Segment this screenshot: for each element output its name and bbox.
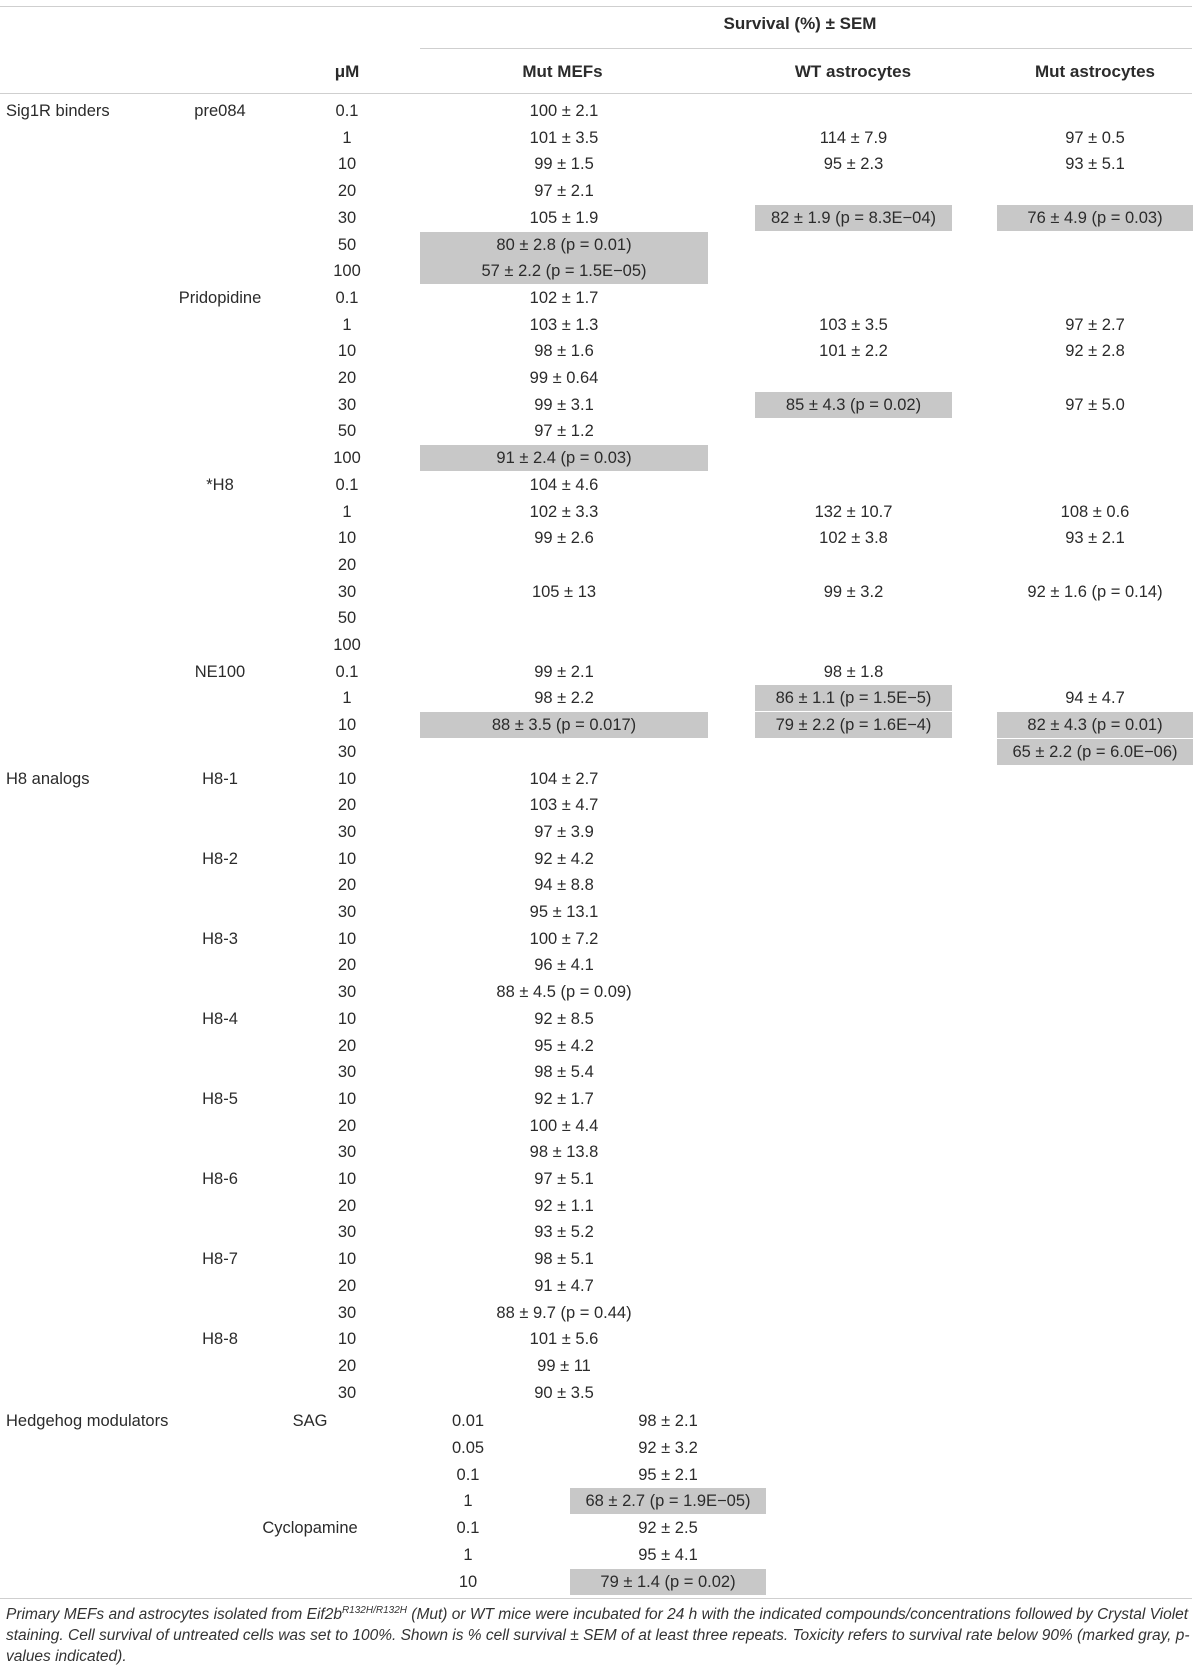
table-row xyxy=(0,1300,1200,1326)
mut-mef-value: 102 ± 3.3 xyxy=(529,502,599,521)
wt-astro-value: 132 ± 10.7 xyxy=(814,502,893,521)
concentration: 100 xyxy=(333,449,361,468)
footnote-genotype-sup: R132H/R132H xyxy=(341,1604,407,1616)
concentration: 0.1 xyxy=(335,102,359,120)
table-row xyxy=(0,1515,1200,1541)
mut-mef-value: 99 ± 0.64 xyxy=(529,369,599,387)
table-row xyxy=(0,1059,1200,1085)
concentration: 30 xyxy=(337,1303,357,1322)
group-label: Hedgehog modulators xyxy=(6,1412,169,1431)
table-row xyxy=(0,846,1200,872)
footnote-text-2: (Mut) or WT mice were incubated for 24 h with the indicated compounds/concentrations followed by Crystal Violet staining. Cell survival of untreated cells was set to 100%. Shown is % cell survival ± SEM of at least three repeats. Toxicity refers to survival rate below 90% (marked gray, p-values indicated). xyxy=(6,1606,1190,1665)
mut-mef-value: 100 ± 2.1 xyxy=(529,102,599,120)
mut-mef-value: 99 ± 3.1 xyxy=(534,395,594,414)
mut-astro-value: 93 ± 5.1 xyxy=(1065,155,1125,174)
concentration: 1 xyxy=(463,1545,473,1564)
table-row xyxy=(0,1488,1200,1514)
concentration: 1 xyxy=(463,1492,473,1511)
table-row xyxy=(0,499,1200,525)
mut-mef-value: 99 ± 11 xyxy=(537,1356,591,1375)
table-row xyxy=(0,525,1200,551)
table-row xyxy=(0,632,1200,658)
wt-astro-value: 82 ± 1.9 (p = 8.3E−04) xyxy=(755,205,952,231)
table-row xyxy=(0,1219,1200,1245)
mut-mef-value: 99 ± 1.5 xyxy=(534,155,594,174)
mut-mef-value: 92 ± 4.2 xyxy=(534,849,594,868)
compound-name: H8-4 xyxy=(202,1009,238,1028)
concentration: 10 xyxy=(337,769,357,788)
table-row xyxy=(0,926,1200,952)
table-row xyxy=(0,1462,1200,1488)
concentration: 20 xyxy=(337,369,357,387)
mut-astrocytes-header: Mut astrocytes xyxy=(1035,62,1155,81)
wt-astro-value: 98 ± 1.8 xyxy=(823,662,884,681)
wt-astro-value: 103 ± 3.5 xyxy=(819,315,888,334)
concentration: 100 xyxy=(333,262,361,281)
wt-astro-value: 114 ± 7.9 xyxy=(819,128,888,147)
group-label: Sig1R binders xyxy=(6,102,110,120)
mut-astro-value: 65 ± 2.2 (p = 6.0E−06) xyxy=(997,739,1193,765)
mut-mef-value: 98 ± 13.8 xyxy=(529,1143,599,1162)
mut-mef-value: 92 ± 2.5 xyxy=(638,1519,698,1538)
table-row xyxy=(0,125,1200,151)
mut-mef-value: 97 ± 5.1 xyxy=(534,1170,594,1188)
concentration: 10 xyxy=(337,1009,357,1028)
concentration: 20 xyxy=(337,956,357,975)
mut-mef-value: 98 ± 2.2 xyxy=(534,689,594,708)
concentration: 50 xyxy=(337,422,357,441)
wt-astro-value: 101 ± 2.2 xyxy=(819,342,888,361)
survival-underline xyxy=(420,48,1192,49)
mut-mef-value: 79 ± 1.4 (p = 0.02) xyxy=(570,1569,766,1595)
concentration: 30 xyxy=(337,983,357,1002)
compound-name: H8-3 xyxy=(202,929,238,948)
mut-astro-value: 97 ± 2.7 xyxy=(1065,315,1125,334)
table-row xyxy=(0,552,1200,578)
mut-mef-value: 98 ± 5.1 xyxy=(534,1250,594,1269)
table-row xyxy=(0,1166,1200,1192)
mut-mef-value: 92 ± 1.7 xyxy=(534,1089,594,1108)
concentration: 0.1 xyxy=(456,1519,480,1538)
mut-mef-value: 96 ± 4.1 xyxy=(534,956,594,975)
compound-name: H8-6 xyxy=(202,1170,238,1188)
concentration: 30 xyxy=(337,742,357,761)
table-row xyxy=(0,1380,1200,1406)
table-row xyxy=(0,712,1200,738)
compound-name: H8-8 xyxy=(202,1330,238,1349)
concentration: 30 xyxy=(337,1143,357,1162)
table-row xyxy=(0,418,1200,444)
compound-name: H8-1 xyxy=(202,769,238,788)
mut-mef-value: 91 ± 4.7 xyxy=(534,1276,594,1295)
um-header: μM xyxy=(334,62,360,81)
wt-astro-value: 99 ± 3.2 xyxy=(823,582,884,601)
mut-mef-value: 104 ± 2.7 xyxy=(529,769,599,788)
mut-astro-value: 93 ± 2.1 xyxy=(1065,529,1125,548)
table-row xyxy=(0,1086,1200,1112)
concentration: 100 xyxy=(333,636,361,654)
mut-astro-value: 97 ± 5.0 xyxy=(1065,395,1125,414)
table-row xyxy=(0,98,1200,124)
concentration: 30 xyxy=(337,395,357,414)
compound-name: Pridopidine xyxy=(178,288,262,307)
mut-mef-value: 94 ± 8.8 xyxy=(534,876,594,895)
mut-astro-value: 108 ± 0.6 xyxy=(1060,502,1130,521)
compound-name: pre084 xyxy=(194,102,246,120)
mut-mef-value: 92 ± 3.2 xyxy=(638,1439,698,1457)
mut-mef-value: 88 ± 3.5 (p = 0.017) xyxy=(420,712,708,738)
mut-mef-value: 88 ± 4.5 (p = 0.09) xyxy=(496,983,632,1002)
mut-mef-value: 92 ± 1.1 xyxy=(534,1196,594,1215)
bottom-rule xyxy=(0,1598,1192,1599)
concentration: 30 xyxy=(337,208,357,227)
mut-mef-value: 97 ± 1.2 xyxy=(534,422,594,441)
wt-astro-value: 86 ± 1.1 (p = 1.5E−5) xyxy=(755,685,952,711)
table-row xyxy=(0,739,1200,765)
table-row xyxy=(0,1006,1200,1032)
table-row xyxy=(0,605,1200,631)
concentration: 10 xyxy=(337,342,357,361)
mut-mef-value: 68 ± 2.7 (p = 1.9E−05) xyxy=(570,1488,766,1514)
mut-mef-value: 95 ± 13.1 xyxy=(529,903,599,921)
mut-mef-value: 98 ± 2.1 xyxy=(638,1412,698,1431)
compound-name: *H8 xyxy=(206,475,234,494)
concentration: 10 xyxy=(458,1572,478,1591)
concentration: 0.1 xyxy=(335,475,359,494)
mut-astro-value: 97 ± 0.5 xyxy=(1065,128,1125,147)
mut-astro-value: 94 ± 4.7 xyxy=(1065,689,1125,708)
mut-astro-value: 82 ± 4.3 (p = 0.01) xyxy=(997,712,1193,738)
concentration: 10 xyxy=(337,529,357,548)
concentration: 20 xyxy=(337,1196,357,1215)
concentration: 10 xyxy=(337,929,357,948)
table-row xyxy=(0,792,1200,818)
concentration: 30 xyxy=(337,1063,357,1082)
mut-astro-value: 76 ± 4.9 (p = 0.03) xyxy=(997,205,1193,231)
table-row xyxy=(0,1193,1200,1219)
mut-mef-value: 97 ± 2.1 xyxy=(534,182,594,201)
mut-mef-value: 99 ± 2.6 xyxy=(534,529,594,548)
table-row xyxy=(0,178,1200,204)
table-row xyxy=(0,392,1200,418)
table-row xyxy=(0,445,1200,471)
mut-mef-value: 104 ± 4.6 xyxy=(529,475,599,494)
concentration: 1 xyxy=(342,502,352,521)
table-row xyxy=(0,1326,1200,1352)
concentration: 10 xyxy=(337,1330,357,1349)
table-row xyxy=(0,1139,1200,1165)
table-row xyxy=(0,338,1200,364)
concentration: 30 xyxy=(337,582,357,601)
concentration: 1 xyxy=(342,689,352,708)
mut-mef-value: 97 ± 3.9 xyxy=(534,822,594,841)
compound-name: H8-5 xyxy=(202,1089,238,1108)
footnote-text-1: Primary MEFs and astrocytes isolated from Eif2b xyxy=(6,1606,342,1623)
table-row xyxy=(0,1542,1200,1568)
concentration: 10 xyxy=(337,1250,357,1269)
table-row xyxy=(0,258,1200,284)
concentration: 20 xyxy=(337,1276,357,1295)
concentration: 0.01 xyxy=(451,1412,485,1431)
table-row xyxy=(0,312,1200,338)
wt-astro-value: 95 ± 2.3 xyxy=(823,155,884,174)
concentration: 10 xyxy=(337,849,357,868)
group-label: H8 analogs xyxy=(6,769,90,788)
table-row xyxy=(0,285,1200,311)
table-row xyxy=(0,1113,1200,1139)
table-row xyxy=(0,205,1200,231)
mut-mef-value: 92 ± 8.5 xyxy=(534,1009,594,1028)
table-row xyxy=(0,659,1200,685)
header-rule xyxy=(0,93,1192,94)
table-row xyxy=(0,872,1200,898)
table-row xyxy=(0,1246,1200,1272)
concentration: 0.1 xyxy=(335,662,359,681)
wt-astro-value: 102 ± 3.8 xyxy=(819,529,888,548)
mut-mef-value: 98 ± 5.4 xyxy=(534,1063,594,1082)
mut-mef-value: 100 ± 4.4 xyxy=(529,1116,599,1135)
table-row xyxy=(0,1569,1200,1595)
compound-name: H8-2 xyxy=(202,849,238,868)
concentration: 50 xyxy=(337,235,357,254)
table-row xyxy=(0,979,1200,1005)
mut-mef-value: 105 ± 1.9 xyxy=(529,208,599,227)
concentration: 30 xyxy=(337,903,357,921)
concentration: 1 xyxy=(342,128,352,147)
concentration: 20 xyxy=(337,555,357,574)
mut-astro-value: 92 ± 1.6 (p = 0.14) xyxy=(1027,582,1163,601)
table-row xyxy=(0,952,1200,978)
mut-mef-value: 88 ± 9.7 (p = 0.44) xyxy=(496,1303,632,1322)
mut-mefs-header: Mut MEFs xyxy=(522,62,603,81)
table-row xyxy=(0,151,1200,177)
concentration: 20 xyxy=(337,876,357,895)
mut-mef-value: 102 ± 1.7 xyxy=(529,288,599,307)
mut-mef-value: 99 ± 2.1 xyxy=(534,662,594,681)
concentration: 10 xyxy=(337,1089,357,1108)
concentration: 0.1 xyxy=(456,1465,480,1484)
survival-header: Survival (%) ± SEM xyxy=(723,14,877,33)
table-row xyxy=(0,1408,1200,1434)
concentration: 30 xyxy=(337,822,357,841)
table-row xyxy=(0,899,1200,925)
wt-astro-value: 79 ± 2.2 (p = 1.6E−4) xyxy=(755,712,952,738)
mut-astro-value: 92 ± 2.8 xyxy=(1065,342,1125,361)
concentration: 20 xyxy=(337,1116,357,1135)
mut-mef-value: 80 ± 2.8 (p = 0.01) xyxy=(420,232,708,258)
mut-mef-value: 101 ± 3.5 xyxy=(529,128,599,147)
table-row xyxy=(0,1435,1200,1461)
mut-mef-value: 103 ± 4.7 xyxy=(529,796,599,815)
mut-mef-value: 95 ± 4.1 xyxy=(638,1545,698,1564)
concentration: 1 xyxy=(342,315,352,334)
mut-mef-value: 95 ± 2.1 xyxy=(638,1465,698,1484)
mut-mef-value: 105 ± 13 xyxy=(531,582,597,601)
mut-mef-value: 91 ± 2.4 (p = 0.03) xyxy=(420,445,708,471)
top-rule xyxy=(0,6,1192,7)
concentration: 30 xyxy=(337,1383,357,1402)
concentration: 0.1 xyxy=(335,288,359,307)
compound-name: SAG xyxy=(292,1412,328,1431)
compound-name: NE100 xyxy=(194,662,246,681)
concentration: 20 xyxy=(337,1356,357,1375)
table-footnote xyxy=(6,1604,1191,1667)
compound-name: H8-7 xyxy=(202,1250,238,1269)
concentration: 10 xyxy=(337,1170,357,1188)
concentration: 10 xyxy=(337,716,357,735)
mut-mef-value: 95 ± 4.2 xyxy=(534,1036,594,1055)
table-row xyxy=(0,579,1200,605)
table-row xyxy=(0,472,1200,498)
table-row xyxy=(0,819,1200,845)
mut-mef-value: 90 ± 3.5 xyxy=(534,1383,594,1402)
mut-mef-value: 57 ± 2.2 (p = 1.5E−05) xyxy=(420,258,708,284)
table-row xyxy=(0,766,1200,792)
table-row xyxy=(0,1353,1200,1379)
wt-astro-value: 85 ± 4.3 (p = 0.02) xyxy=(755,392,952,418)
concentration: 0.05 xyxy=(451,1439,485,1457)
wt-astrocytes-header: WT astrocytes xyxy=(794,62,912,81)
concentration: 20 xyxy=(337,796,357,815)
mut-mef-value: 103 ± 1.3 xyxy=(529,315,599,334)
table-row xyxy=(0,365,1200,391)
mut-mef-value: 101 ± 5.6 xyxy=(529,1330,599,1349)
table-row xyxy=(0,1033,1200,1059)
table-row xyxy=(0,1273,1200,1299)
mut-mef-value: 98 ± 1.6 xyxy=(534,342,594,361)
compound-name: Cyclopamine xyxy=(262,1519,358,1538)
table-row xyxy=(0,232,1200,258)
mut-mef-value: 100 ± 7.2 xyxy=(529,929,599,948)
table-row xyxy=(0,685,1200,711)
concentration: 30 xyxy=(337,1223,357,1242)
concentration: 20 xyxy=(337,182,357,201)
concentration: 50 xyxy=(337,609,357,628)
concentration: 10 xyxy=(337,155,357,174)
concentration: 20 xyxy=(337,1036,357,1055)
mut-mef-value: 93 ± 5.2 xyxy=(534,1223,594,1242)
